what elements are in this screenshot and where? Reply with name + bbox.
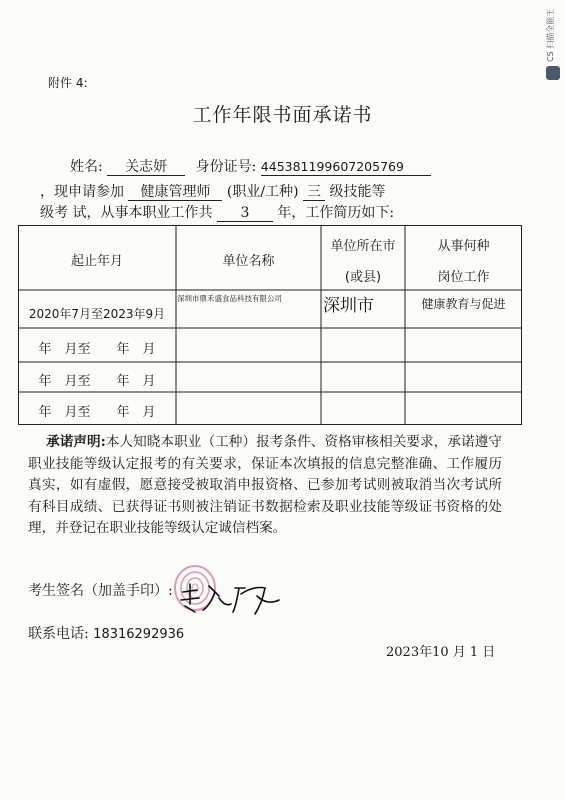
applicant-line-3 bbox=[40, 202, 394, 222]
attachment-label: 附件 4: bbox=[48, 76, 88, 90]
occupation-field: 健康管理师 bbox=[128, 184, 222, 201]
level-field: 三 bbox=[303, 184, 325, 201]
header-period: 起止年月 bbox=[70, 254, 123, 269]
phone-label: 联系电话: bbox=[28, 626, 89, 642]
header-location-line1: 单位所在市 bbox=[330, 239, 396, 254]
phone-line bbox=[28, 623, 184, 643]
row2-period: 年 月至 年 月 bbox=[38, 342, 156, 357]
applicant-line-1 bbox=[70, 156, 431, 176]
row1-location: 深圳市 bbox=[323, 296, 374, 316]
declaration-body: 本人知晓本职业（工种）报考条件、资格审核相关要求，承诺遵守职业技能等级认定报考的有关要求，保证本次填报的信息完整准确、工作履历真实，如有虚假，愿意接受被取消申报资格、已参加考试则被取消当次考试所有科目成绩、已获得证书则被注销证书数据检索及职业技能等级证书资格的处理，并登记在职业技能等级认定诚信档案。 bbox=[28, 434, 502, 536]
work-history-table bbox=[18, 225, 522, 425]
header-location-line2: (或县) bbox=[344, 270, 382, 285]
declaration-paragraph bbox=[28, 432, 502, 540]
level-suffix: 级技能等 bbox=[329, 184, 386, 200]
handwritten-signature bbox=[175, 574, 285, 618]
id-number-field: 445381199607205769 bbox=[261, 159, 431, 176]
line3-suffix: 年，工作简历如下: bbox=[277, 205, 395, 221]
signature-label: 考生签名（加盖手印）: bbox=[28, 583, 173, 599]
header-unit: 单位名称 bbox=[222, 254, 275, 269]
declaration-heading: 承诺声明: bbox=[46, 434, 106, 450]
line3-prefix: 级考 试，从事本职业工作共 bbox=[40, 205, 213, 221]
date: 2023年10 月 1 日 bbox=[386, 645, 496, 660]
id-label: 身份证号: bbox=[195, 159, 257, 175]
header-job-line2: 岗位工作 bbox=[437, 270, 490, 285]
header-job-line1: 从事何种 bbox=[437, 239, 490, 254]
svg-text:CS 扫描全能王: CS 扫描全能王 bbox=[546, 8, 555, 62]
row1-job: 健康教育与促进 bbox=[421, 297, 506, 311]
row1-period: 2020年7月至2023年9月 bbox=[28, 307, 166, 321]
signature-area bbox=[165, 560, 285, 620]
name-label: 姓名: bbox=[70, 159, 103, 175]
scanner-watermark bbox=[545, 6, 561, 86]
years-field: 3 bbox=[217, 205, 273, 222]
occupation-suffix: (职业/工种) bbox=[226, 184, 299, 200]
phone-number: 18316292936 bbox=[93, 627, 185, 642]
name-field: 关志妍 bbox=[107, 159, 185, 176]
applicant-line-2 bbox=[40, 181, 385, 201]
row3-period: 年 月至 年 月 bbox=[38, 374, 156, 389]
row1-unit: 深圳市鼎禾盛食品科技有限公司 bbox=[177, 294, 282, 303]
page-title: 工作年限书面承诺书 bbox=[192, 104, 373, 126]
row4-period: 年 月至 年 月 bbox=[38, 405, 156, 420]
apply-prefix: ，现申请参加 bbox=[40, 184, 124, 200]
